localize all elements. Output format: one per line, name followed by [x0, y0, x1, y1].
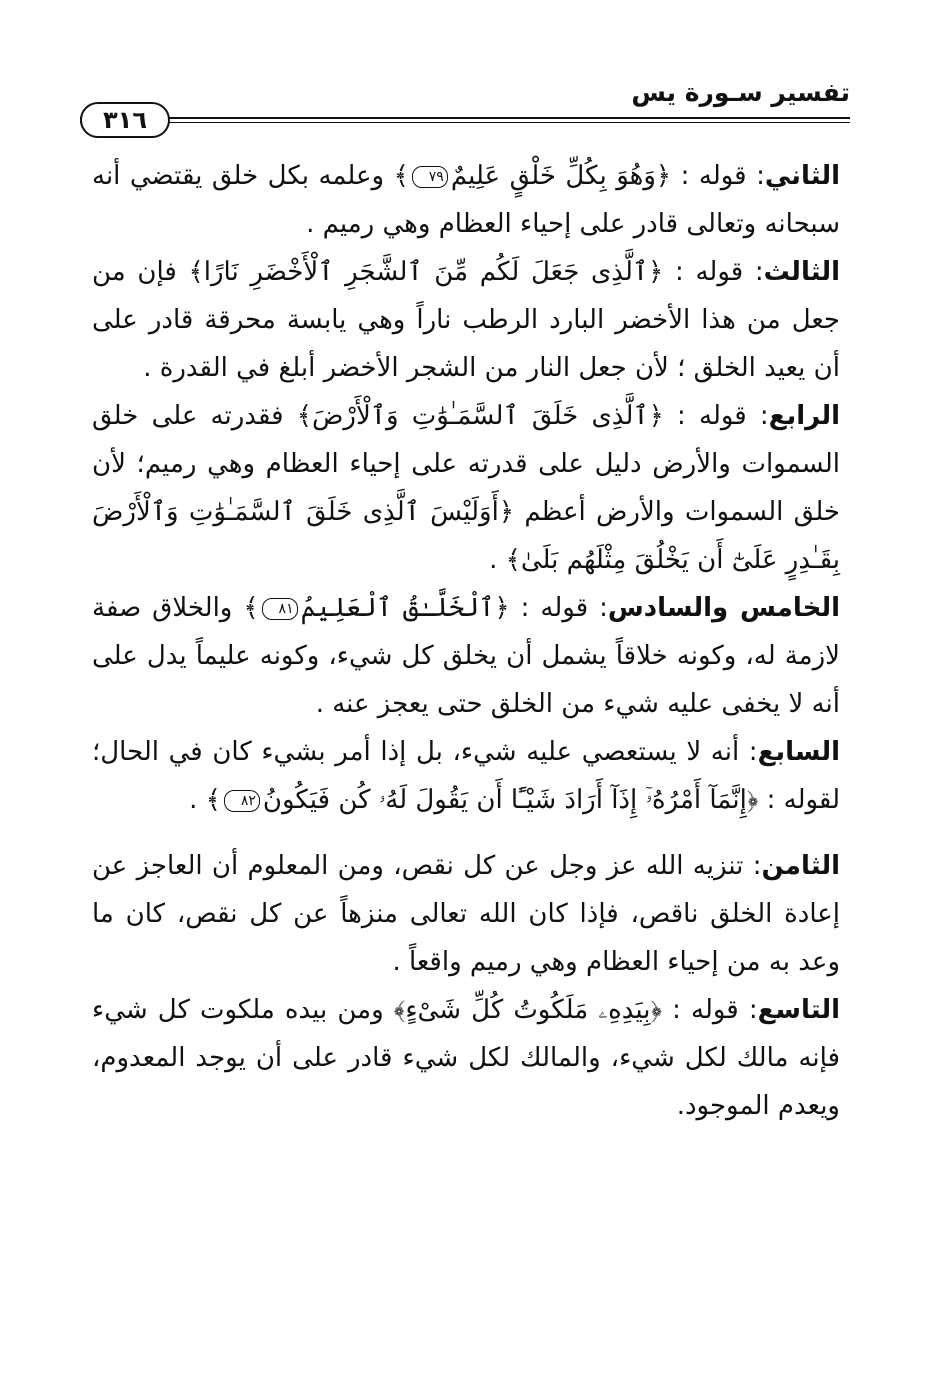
paragraph-third: [92, 248, 840, 392]
quran-close-bracket: ﴾: [188, 257, 204, 287]
paragraph-text: .: [489, 545, 506, 575]
quran-verse: ٱلْخَلَّـٰقُ ٱلْعَلِيمُ: [300, 593, 495, 623]
paragraph-text: .: [189, 785, 206, 815]
paragraph-fourth: [92, 392, 840, 584]
quran-open-bracket: ﴿: [655, 161, 672, 191]
quran-open-bracket: ﴿: [648, 257, 664, 287]
header-rule: [80, 117, 850, 119]
quran-verse: بِيَدِهِۦ مَلَكُوتُ كُلِّ شَىْءٍ: [405, 995, 651, 1025]
paragraph-text: : قوله :: [662, 995, 758, 1025]
paragraph-text: والخلاق صفة لازمة له، وكونه خلاقاً يشمل أن يخلق كل شيء، وكونه عليماً يدل على أنه لا يخفى عليه شيء من الخلق حتى يعجز عنه .: [92, 593, 840, 719]
paragraph-text: وعلمه بكل خلق يقتضي أنه سبحانه وتعالى قادر على إحياء العظام وهي رميم .: [92, 161, 840, 239]
paragraph-text: : قوله :: [671, 161, 765, 191]
point-label: الخامس والسادس: [607, 593, 841, 623]
paragraph-text: : قوله :: [663, 401, 769, 431]
header-rule-thin: [80, 122, 850, 123]
paragraph-text: : تنزيه الله عز وجل عن كل نقص، ومن المعلوم أن العاجز عن إعادة الخلق ناقص، فإذا كان الله تعالى منزهاً عن كل نقص، كان ما وعد به من إحياء العظام وهي رميم واقعاً .: [92, 851, 840, 977]
quran-open-bracket: ﴿: [746, 785, 759, 815]
paragraph-text: فقدرته على خلق السموات والأرض دليل على قدرته على إحياء العظام وهي رميم؛ لأن خلق السموات والأرض أعظم: [92, 401, 840, 527]
quran-close-bracket: ﴾: [505, 545, 521, 575]
quran-open-bracket: ﴿: [494, 593, 510, 623]
paragraph-ninth: [92, 986, 840, 1130]
paragraph-fifth-sixth: [92, 584, 840, 728]
quran-close-bracket: ﴾: [393, 161, 409, 191]
quran-verse: ٱلَّذِى خَلَقَ ٱلسَّمَـٰوَٰتِ وَٱلْأَرْضَ: [311, 401, 649, 431]
paragraph-second: [92, 152, 840, 248]
quran-close-bracket: ﴾: [205, 785, 221, 815]
quran-close-bracket: ﴾: [296, 401, 312, 431]
quran-close-bracket: ﴾: [393, 995, 406, 1025]
quran-verse: وَهُوَ بِكُلِّ خَلْقٍ عَلِيمٌ: [450, 161, 656, 191]
page-number-badge: ٣١٦: [80, 102, 170, 138]
ayah-number-badge: ٧٩: [412, 166, 448, 188]
paragraph-seventh: [92, 728, 840, 824]
paragraph-text: : قوله :: [509, 593, 608, 623]
point-label: التاسع: [757, 995, 841, 1025]
quran-open-bracket: ﴿: [648, 401, 664, 431]
paragraph-eighth: [92, 842, 840, 986]
page-header: [80, 70, 850, 140]
point-label: الرابع: [768, 401, 840, 431]
quran-verse: ٱلَّذِى جَعَلَ لَكُم مِّنَ ٱلشَّجَرِ ٱلْأَخْضَرِ نَارًا: [203, 257, 649, 287]
ayah-number-badge: ٨٢: [224, 790, 260, 812]
ayah-number-badge: ٨١: [262, 598, 298, 620]
quran-open-bracket: ﴿: [498, 497, 515, 527]
quran-open-bracket: ﴿: [650, 995, 663, 1025]
paragraph-text: فإن من جعل من هذا الأخضر البارد الرطب ناراً وهي يابسة محرقة قادر على أن يعيد الخلق ؛ لأن جعل النار من الشجر الأخضر أبلغ في القدرة .: [92, 257, 840, 383]
paragraph-text: : أنه لا يستعصي عليه شيء، بل إذا أمر بشيء كان في الحال؛ لقوله :: [92, 737, 840, 815]
paragraph-text: ومن بيده ملكوت كل شيء فإنه مالك لكل شيء، والمالك لكل شيء قادر على أن يوجد المعدوم، ويعدم الموجود.: [92, 995, 840, 1121]
body-text: [92, 152, 840, 1130]
point-label: الثاني: [764, 161, 840, 191]
paragraph-text: : قوله :: [663, 257, 764, 287]
point-label: الثامن: [761, 851, 840, 881]
point-label: السابع: [757, 737, 840, 767]
quran-verse: إِنَّمَآ أَمْرُهُۥٓ إِذَآ أَرَادَ شَيْـًٔا أَن يَقُولَ لَهُۥ كُن فَيَكُونُ: [262, 785, 747, 815]
quran-verse: أَوَلَيْسَ ٱلَّذِى خَلَقَ ٱلسَّمَـٰوَٰتِ وَٱلْأَرْضَ بِقَـٰدِرٍ عَلَىٰٓ أَن يَخْلُقَ مِثْلَهُم بَلَىٰ: [92, 497, 840, 575]
point-label: الثالث: [763, 257, 840, 287]
quran-close-bracket: ﴾: [243, 593, 259, 623]
running-title: تفسير سـورة يس: [631, 78, 850, 107]
